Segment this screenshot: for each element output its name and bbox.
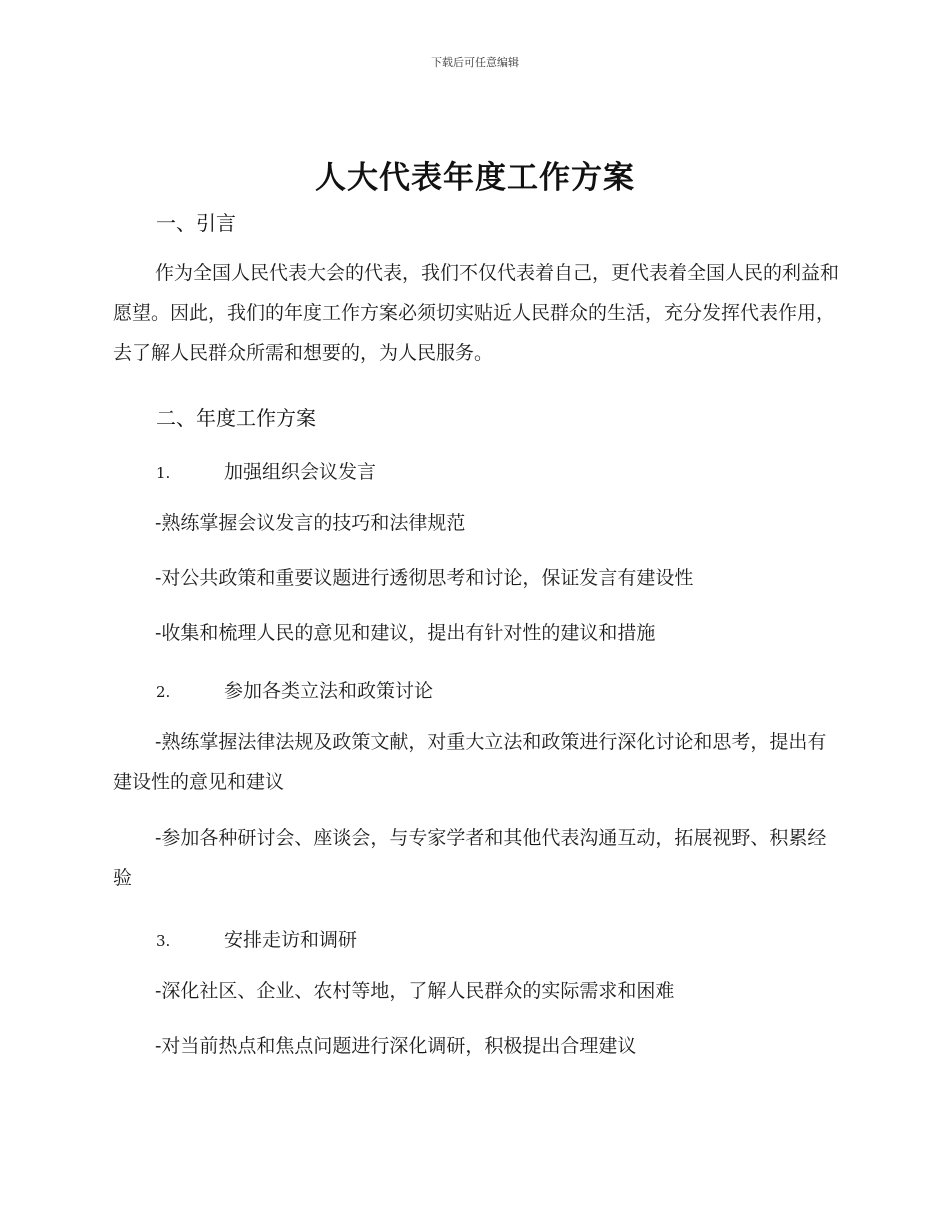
bullet-line: -参加各种研讨会、座谈会，与专家学者和其他代表沟通互动，拓展视野、积累经验 (113, 827, 827, 889)
list-item-number: 1. (156, 464, 171, 482)
list-item-label: 参加各类立法和政策讨论 (224, 680, 434, 702)
list-item-1 (156, 457, 376, 484)
list-item-3 (156, 925, 357, 952)
bullet-line: -深化社区、企业、农村等地，了解人民群众的实际需求和困难 (155, 980, 675, 1002)
list-item-number: 2. (156, 683, 171, 701)
list-item-label: 安排走访和调研 (224, 929, 358, 951)
section-heading-intro: 一、引言 (156, 211, 236, 235)
list-item-number: 3. (156, 932, 171, 950)
bullet-line: -对当前热点和焦点问题进行深化调研，积极提出合理建议 (155, 1035, 637, 1057)
intro-paragraph: 作为全国人民代表大会的代表，我们不仅代表着自己，更代表着全国人民的利益和愿望。因此，我们的年度工作方案必须切实贴近人民群众的生活，充分发挥代表作用，去了解人民群众所需和想要的，为人民服务。 (113, 262, 840, 364)
list-item-2 (156, 676, 433, 703)
bullet-line: -对公共政策和重要议题进行透彻思考和讨论，保证发言有建设性 (155, 567, 694, 589)
list-item-label: 加强组织会议发言 (224, 461, 377, 483)
bullet-line: -熟练掌握会议发言的技巧和法律规范 (155, 512, 466, 534)
section-heading-plan: 二、年度工作方案 (156, 406, 316, 430)
bullet-line: -收集和梳理人民的意见和建议，提出有针对性的建议和措施 (155, 622, 656, 644)
document-title: 人大代表年度工作方案 (315, 160, 635, 196)
bullet-line: -熟练掌握法律法规及政策文献，对重大立法和政策进行深化讨论和思考，提出有建设性的意见和建议 (113, 731, 827, 793)
header-note: 下载后可任意编辑 (431, 56, 519, 69)
